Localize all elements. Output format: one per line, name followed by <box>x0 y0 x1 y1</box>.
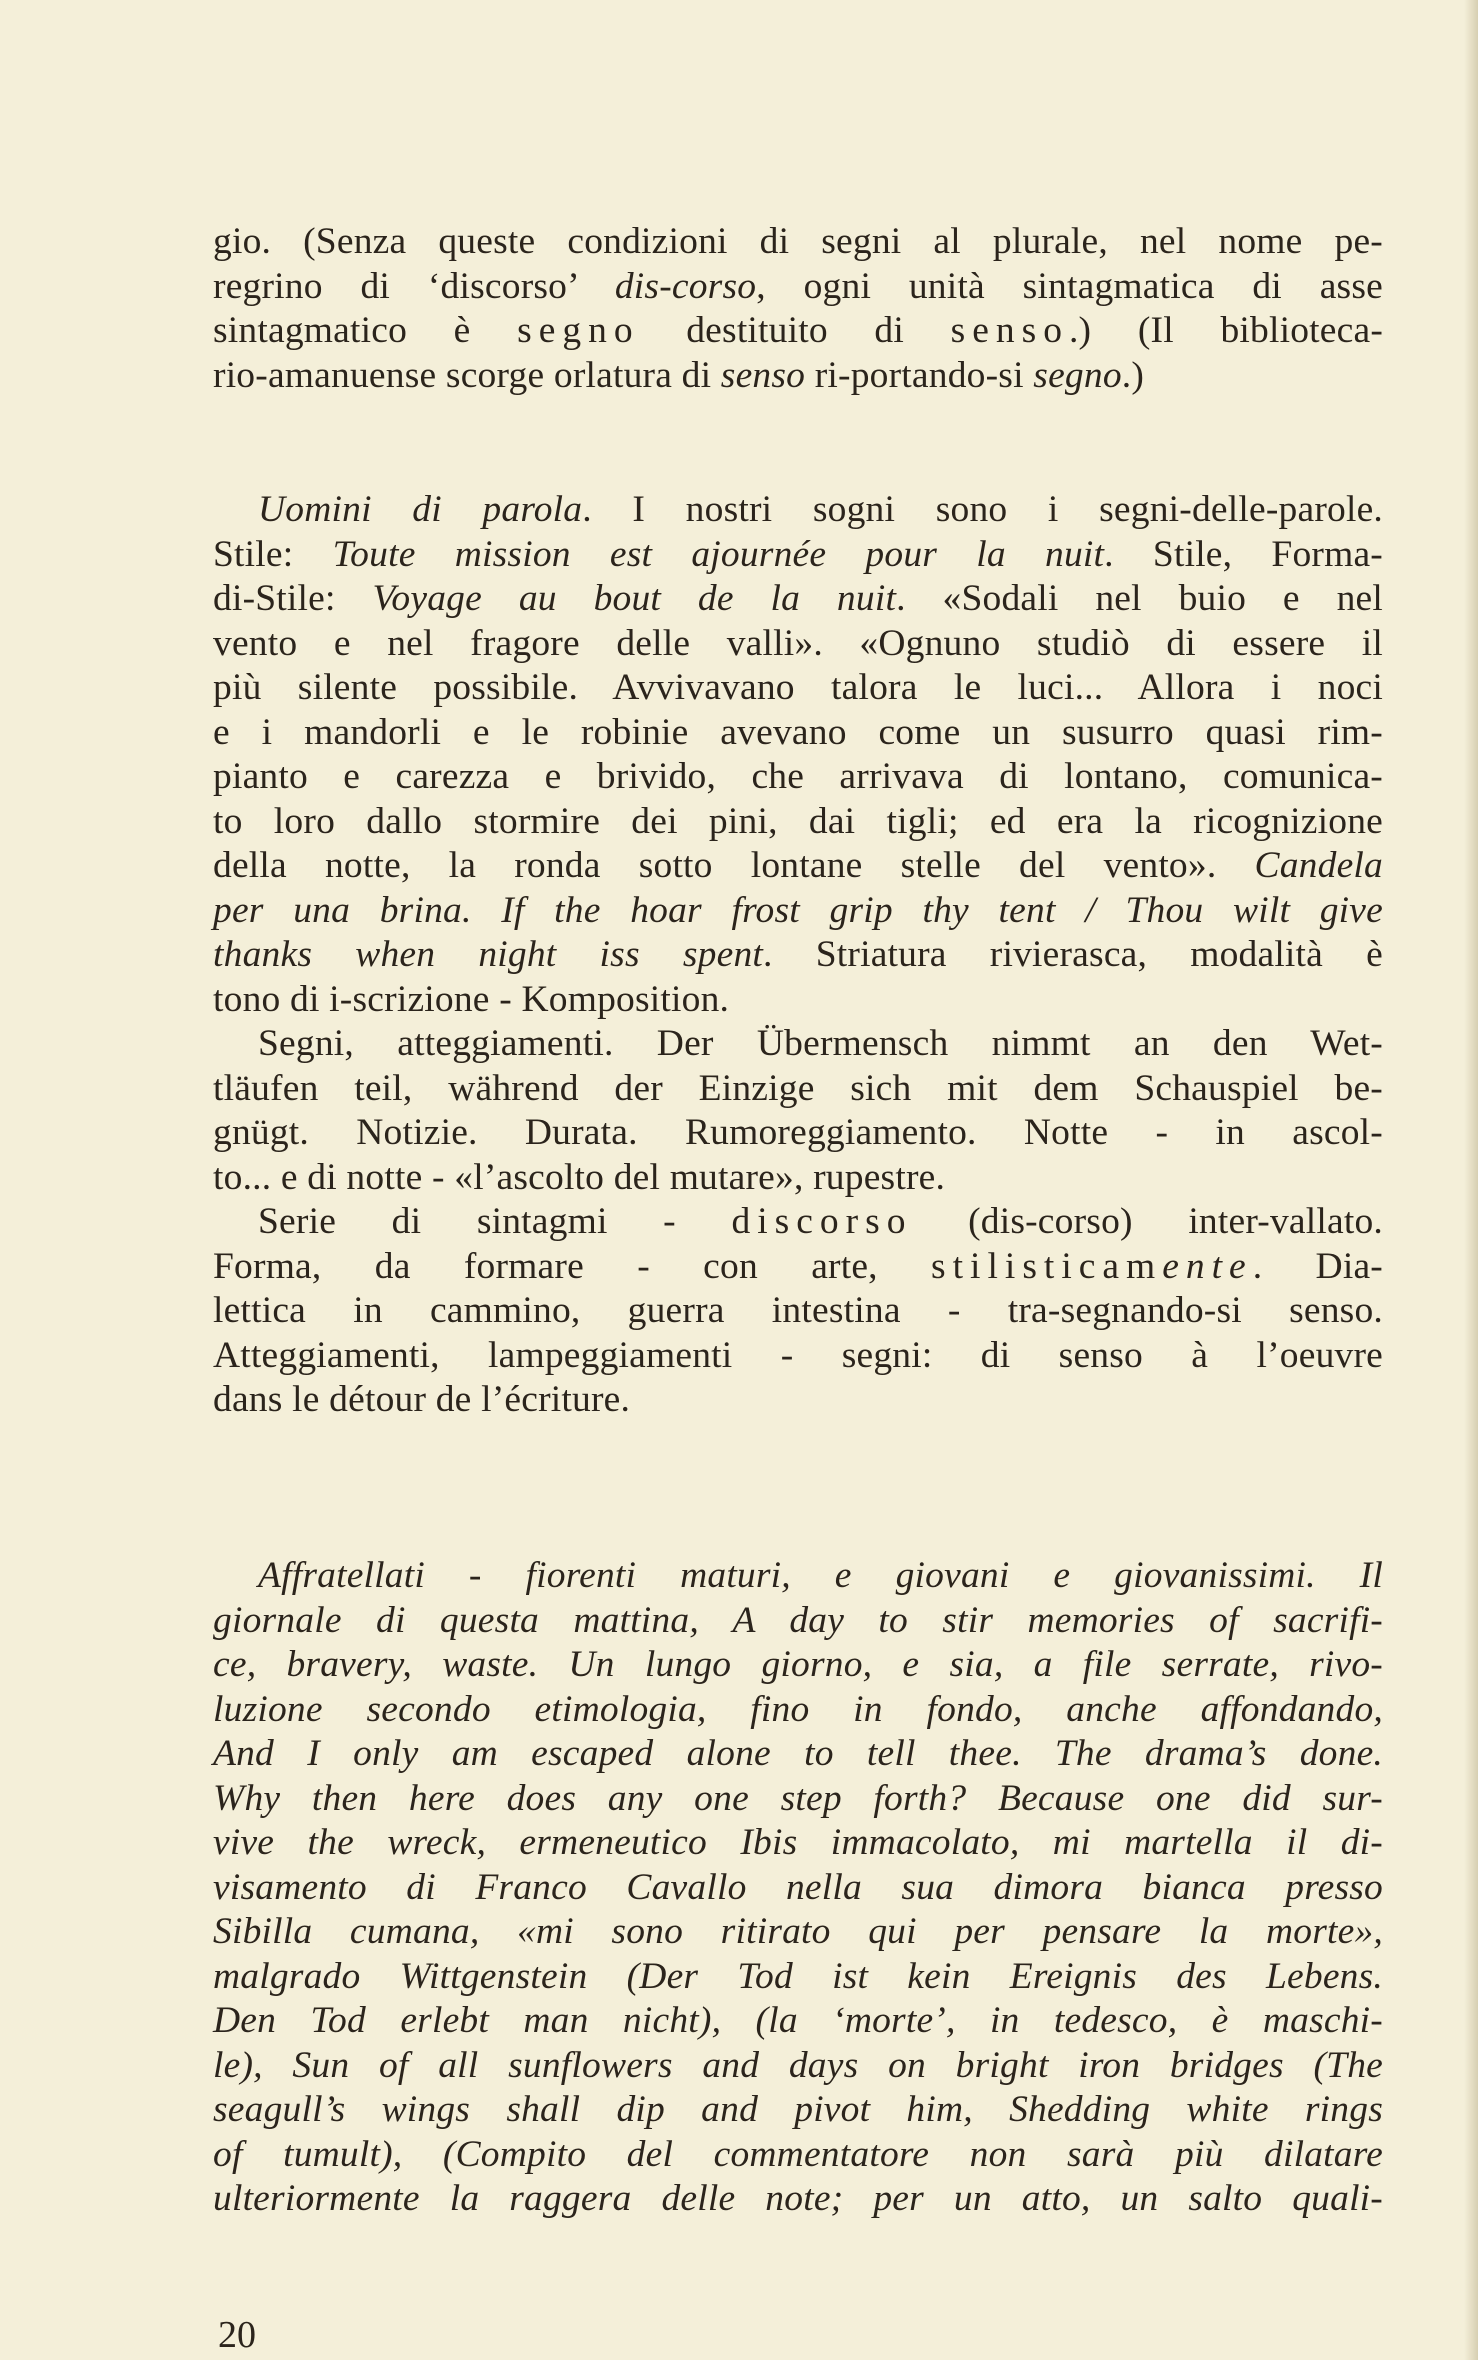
text-line <box>213 1999 1383 2044</box>
text-segment: Affratellati - fiorenti maturi, e giovani e giovanissimi. Il <box>258 1555 1383 1596</box>
text-segment: stilisticam <box>931 1245 1163 1287</box>
text-line <box>213 2088 1383 2133</box>
text-segment: della notte, la ronda sotto lontane stelle del vento». <box>213 845 1255 886</box>
text-segment: pianto e carezza e brivido, che arrivava di lontano, comunica- <box>213 756 1383 797</box>
text-segment: giornale di questa mattina, A day to stir memories of sacrifi- <box>213 1599 1383 1641</box>
text-line <box>213 1732 1383 1777</box>
page-number: 20 <box>218 2314 256 2356</box>
text-line <box>213 666 1383 711</box>
text-line <box>213 2044 1383 2089</box>
text-line <box>213 933 1383 978</box>
text-segment: gio. (Senza queste condizioni di segni al plurale, nel nome pe- <box>213 221 1383 262</box>
text-segment: le), Sun of all sunflowers and days on bright iron bridges (The <box>213 2044 1383 2086</box>
text-line <box>213 1022 1383 1067</box>
text-segment: And I only am escaped alone to tell thee. The drama’s done. <box>213 1733 1383 1774</box>
text-segment: segno <box>517 310 640 351</box>
text-segment: Sibilla cumana, «mi sono ritirato qui per pensare la morte», <box>213 1911 1383 1952</box>
page-edge <box>1464 0 1478 2360</box>
text-segment: seagull’s wings shall dip and pivot him, Shedding white rings <box>213 2089 1383 2130</box>
text-line <box>213 488 1383 533</box>
text-segment: (dis-corso) inter-vallato. <box>912 1201 1383 1242</box>
text-line <box>213 265 1383 310</box>
text-segment: discorso <box>731 1201 913 1242</box>
text-line <box>213 1067 1383 1112</box>
text-line <box>213 1643 1383 1688</box>
text-segment: .) (Il biblioteca- <box>1068 310 1384 351</box>
text-segment: senso <box>720 354 806 396</box>
text-segment: Serie di sintagmi - <box>258 1201 732 1242</box>
text-line <box>213 533 1383 578</box>
text-line <box>213 622 1383 667</box>
text-segment: Toute mission est ajournée pour la nuit <box>332 533 1105 575</box>
text-segment: . Striatura rivierasca, modalità è <box>763 934 1383 975</box>
text-segment: to... e di notte - «l’ascolto del mutare», rupestre. <box>213 1156 946 1198</box>
text-line <box>213 1688 1383 1733</box>
text-segment: rio-amanuense scorge orlatura di <box>213 354 721 396</box>
text-segment: di-Stile: <box>213 578 373 619</box>
text-segment: per una brina. If the hoar frost grip thy tent / Thou wilt give <box>213 889 1383 931</box>
text-segment: ente <box>1162 1245 1253 1287</box>
text-line <box>213 1289 1383 1334</box>
text-line <box>213 1599 1383 1644</box>
text-segment: lettica in cammino, guerra intestina - tra-segnando-si senso. <box>213 1290 1383 1331</box>
text-line <box>213 1866 1383 1911</box>
text-segment: destituito di <box>639 310 951 351</box>
text-line <box>213 1334 1383 1379</box>
text-line <box>213 309 1383 354</box>
text-segment: ce, bravery, waste. Un lungo giorno, e sia, a file serrate, rivo- <box>213 1644 1383 1685</box>
text-segment: vento e nel fragore delle valli». «Ognuno studiò di essere il <box>213 622 1383 664</box>
text-segment: Den Tod erlebt man nicht), (la ‘morte’, in tedesco, è maschi- <box>213 2000 1383 2041</box>
paragraph-2 <box>213 488 1383 1423</box>
text-segment: . Dia- <box>1252 1245 1383 1287</box>
text-segment: .) <box>1121 354 1145 396</box>
text-segment: Voyage au bout de la nuit <box>372 578 897 619</box>
text-segment: Segni, atteggiamenti. Der Übermensch nimmt an den Wet- <box>258 1023 1383 1064</box>
text-segment: segno <box>1033 354 1122 396</box>
text-line <box>213 2177 1383 2222</box>
text-line <box>213 889 1383 934</box>
paragraph-1 <box>213 220 1383 398</box>
text-segment: dans le détour de l’écriture. <box>213 1379 631 1420</box>
text-segment: ulteriormente la raggera delle note; per un atto, un salto quali- <box>213 2178 1383 2219</box>
text-segment: senso <box>950 310 1069 351</box>
text-segment: of tumult), (Compito del commentatore non sarà più dilatare <box>213 2133 1383 2175</box>
text-line <box>213 1378 1383 1423</box>
text-line <box>213 1111 1383 1156</box>
text-segment: ri-portando-si <box>805 354 1034 396</box>
text-line <box>213 1777 1383 1822</box>
text-segment: Stile: <box>213 533 333 575</box>
text-line <box>213 1554 1383 1599</box>
text-segment: vive the wreck, ermeneutico Ibis immacolato, mi martella il di- <box>213 1822 1383 1863</box>
text-line <box>213 1156 1383 1201</box>
text-line <box>213 1910 1383 1955</box>
text-line <box>213 978 1383 1023</box>
text-line <box>213 1200 1383 1245</box>
text-segment: Atteggiamenti, lampeggiamenti - segni: di senso à l’oeuvre <box>213 1334 1383 1376</box>
text-segment: visamento di Franco Cavallo nella sua dimora bianca presso <box>213 1866 1383 1908</box>
text-segment: . I nostri sogni sono i segni-delle-parole. <box>582 489 1383 530</box>
text-segment: luzione secondo etimologia, fino in fondo, anche affondando, <box>213 1688 1383 1730</box>
text-segment: dis-corso <box>614 265 757 307</box>
text-line <box>213 1821 1383 1866</box>
text-segment: gnügt. Notizie. Durata. Rumoreggiamento. Notte - in ascol- <box>213 1112 1383 1153</box>
text-segment: tläufen teil, während der Einzige sich mit dem Schauspiel be- <box>213 1067 1383 1109</box>
text-segment: e i mandorli e le robinie avevano come un susurro quasi rim- <box>213 711 1383 753</box>
text-segment: . «Sodali nel buio e nel <box>896 578 1384 619</box>
text-segment: tono di i-scrizione - Komposition. <box>213 978 730 1020</box>
text-segment: Candela <box>1254 845 1383 886</box>
text-segment: malgrado Wittgenstein (Der Tod ist kein Ereignis des Lebens. <box>213 1955 1383 1997</box>
text-line <box>213 577 1383 622</box>
text-line <box>213 711 1383 756</box>
text-segment: Why then here does any one step forth? Because one did sur- <box>213 1777 1383 1819</box>
text-line <box>213 354 1383 399</box>
text-segment: . Stile, Forma- <box>1104 533 1383 575</box>
text-segment: sintagmatico è <box>213 310 518 351</box>
text-line <box>213 220 1383 265</box>
text-line <box>213 800 1383 845</box>
text-line <box>213 844 1383 889</box>
text-segment: regrino di ‘discorso’ <box>213 265 615 307</box>
text-segment: thanks when night iss spent <box>213 934 764 975</box>
text-line <box>213 2133 1383 2178</box>
text-segment: più silente possibile. Avvivavano talora le luci... Allora i noci <box>213 667 1383 708</box>
text-segment: to loro dallo stormire dei pini, dai tigli; ed era la ricognizione <box>213 800 1383 842</box>
text-segment: , ogni unità sintagmatica di asse <box>756 265 1383 307</box>
text-segment: Forma, da formare - con arte, <box>213 1245 932 1287</box>
text-line <box>213 1955 1383 2000</box>
text-segment: Uomini di parola <box>258 489 583 530</box>
paragraph-3 <box>213 1554 1383 2222</box>
text-line <box>213 1245 1383 1290</box>
text-line <box>213 755 1383 800</box>
